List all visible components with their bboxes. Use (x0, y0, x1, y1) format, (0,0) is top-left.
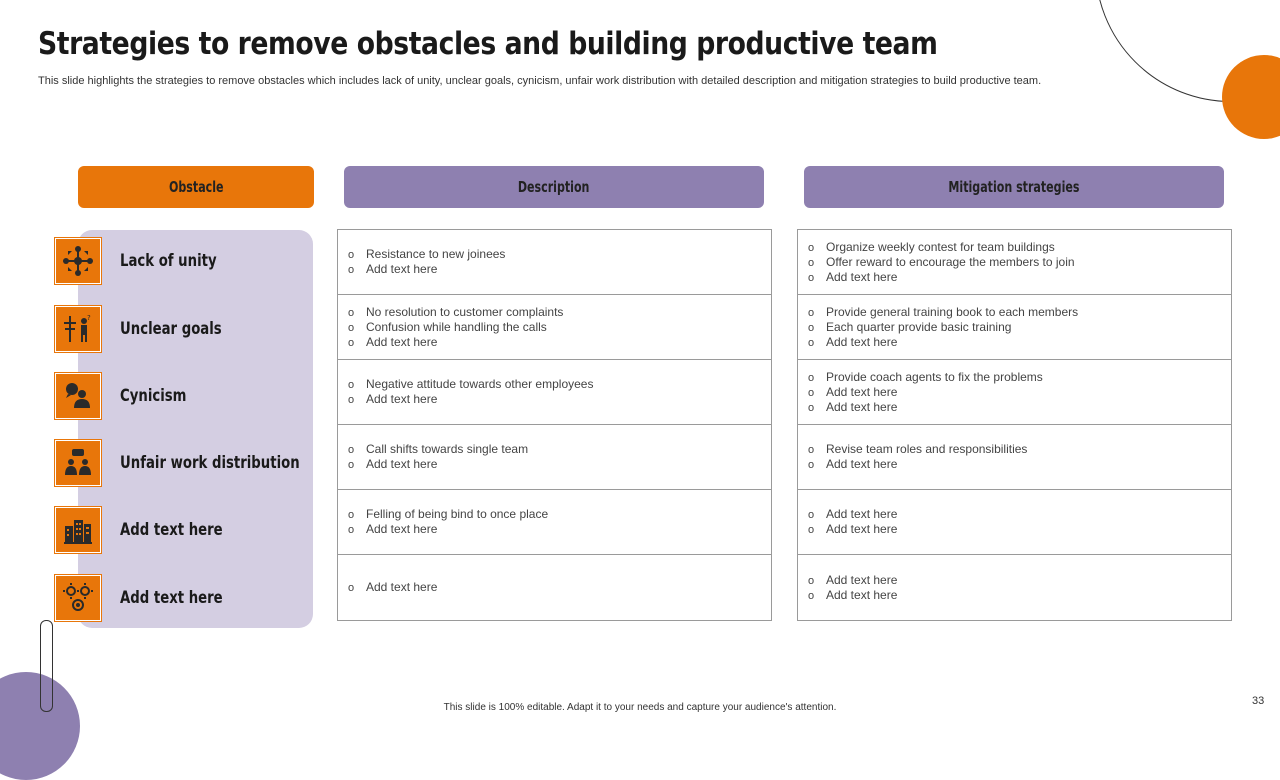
obstacle-header-label: Obstacle (168, 178, 224, 196)
mitigation-bullet: o Add text here (808, 522, 1231, 537)
description-bullet: o No resolution to customer complaints (348, 305, 771, 320)
description-bullet: o Add text here (348, 335, 771, 350)
obstacle-label: Unclear goals (120, 319, 222, 339)
description-cell (338, 230, 771, 295)
description-table (337, 229, 772, 621)
mitigation-bullet: o Revise team roles and responsibilities (808, 442, 1231, 457)
obstacle-label: Add text here (120, 588, 223, 608)
obstacle-label: Cynicism (120, 386, 187, 406)
description-bullet: o Add text here (348, 262, 771, 277)
mitigation-cell (798, 425, 1231, 490)
description-bullet: o Add text here (348, 457, 771, 472)
mitigation-table (797, 229, 1232, 621)
mitigation-cell (798, 360, 1231, 425)
description-bullet: o Negative attitude towards other employees (348, 377, 771, 392)
description-header (344, 166, 764, 208)
obstacle-label: Lack of unity (120, 251, 217, 271)
mitigation-cell (798, 295, 1231, 360)
description-cell (338, 295, 771, 360)
decorative-pill-outline (40, 620, 53, 712)
mitigation-bullet: o Offer reward to encourage the members to join (808, 255, 1231, 270)
description-header-label: Description (518, 178, 590, 196)
page-number: 33 (1252, 695, 1265, 707)
slide-footer: This slide is 100% editable. Adapt it to your needs and capture your audience's attention. (443, 702, 837, 713)
description-cell (338, 490, 771, 555)
obstacle-row (55, 238, 244, 284)
buildings-icon (55, 507, 101, 553)
gears-target-icon (55, 575, 101, 621)
mitigation-bullet: o Provide coach agents to fix the problems (808, 370, 1231, 385)
mitigation-bullet: o Add text here (808, 457, 1231, 472)
confused-person-icon (55, 306, 101, 352)
chat-person-icon (55, 373, 101, 419)
mitigation-bullet: o Add text here (808, 573, 1231, 588)
mitigation-header (804, 166, 1224, 208)
obstacle-header (78, 166, 314, 208)
obstacle-panel (78, 230, 313, 628)
mitigation-bullet: o Add text here (808, 588, 1231, 603)
mitigation-bullet: o Provide general training book to each members (808, 305, 1231, 320)
mitigation-bullet: o Add text here (808, 270, 1231, 285)
slide-title: Strategies to remove obstacles and building productive team (38, 26, 938, 62)
description-bullet: o Add text here (348, 392, 771, 407)
mitigation-cell (798, 555, 1231, 620)
description-cell (338, 425, 771, 490)
mitigation-bullet: o Each quarter provide basic training (808, 320, 1231, 335)
obstacle-row (55, 507, 252, 553)
description-bullet: o Resistance to new joinees (348, 247, 771, 262)
mitigation-cell (798, 490, 1231, 555)
obstacle-label: Unfair work distribution (120, 453, 300, 473)
description-bullet: o Confusion while handling the calls (348, 320, 771, 335)
description-cell (338, 360, 771, 425)
description-bullet: o Felling of being bind to once place (348, 507, 771, 522)
unity-network-icon (55, 238, 101, 284)
description-bullet: o Add text here (348, 522, 771, 537)
obstacle-row (55, 575, 252, 621)
slide-subtitle: This slide highlights the strategies to remove obstacles which includes lack of unity, unclear goals, cynicism, unfair work distribution with detailed description and mitigation strategies to build productive team. (38, 75, 1042, 87)
obstacle-label: Add text here (120, 520, 223, 540)
mitigation-bullet: o Organize weekly contest for team buildings (808, 240, 1231, 255)
description-bullet: o Call shifts towards single team (348, 442, 771, 457)
description-cell (338, 555, 771, 620)
obstacle-row (55, 306, 250, 352)
mitigation-bullet: o Add text here (808, 400, 1231, 415)
team-discussion-icon (55, 440, 101, 486)
svg-text:?: ? (87, 314, 91, 322)
mitigation-bullet: o Add text here (808, 385, 1231, 400)
mitigation-cell (798, 230, 1231, 295)
obstacle-row (55, 373, 205, 419)
obstacle-row (55, 440, 350, 486)
description-bullet: o Add text here (348, 580, 771, 595)
mitigation-bullet: o Add text here (808, 507, 1231, 522)
mitigation-header-label: Mitigation strategies (948, 178, 1080, 196)
mitigation-bullet: o Add text here (808, 335, 1231, 350)
